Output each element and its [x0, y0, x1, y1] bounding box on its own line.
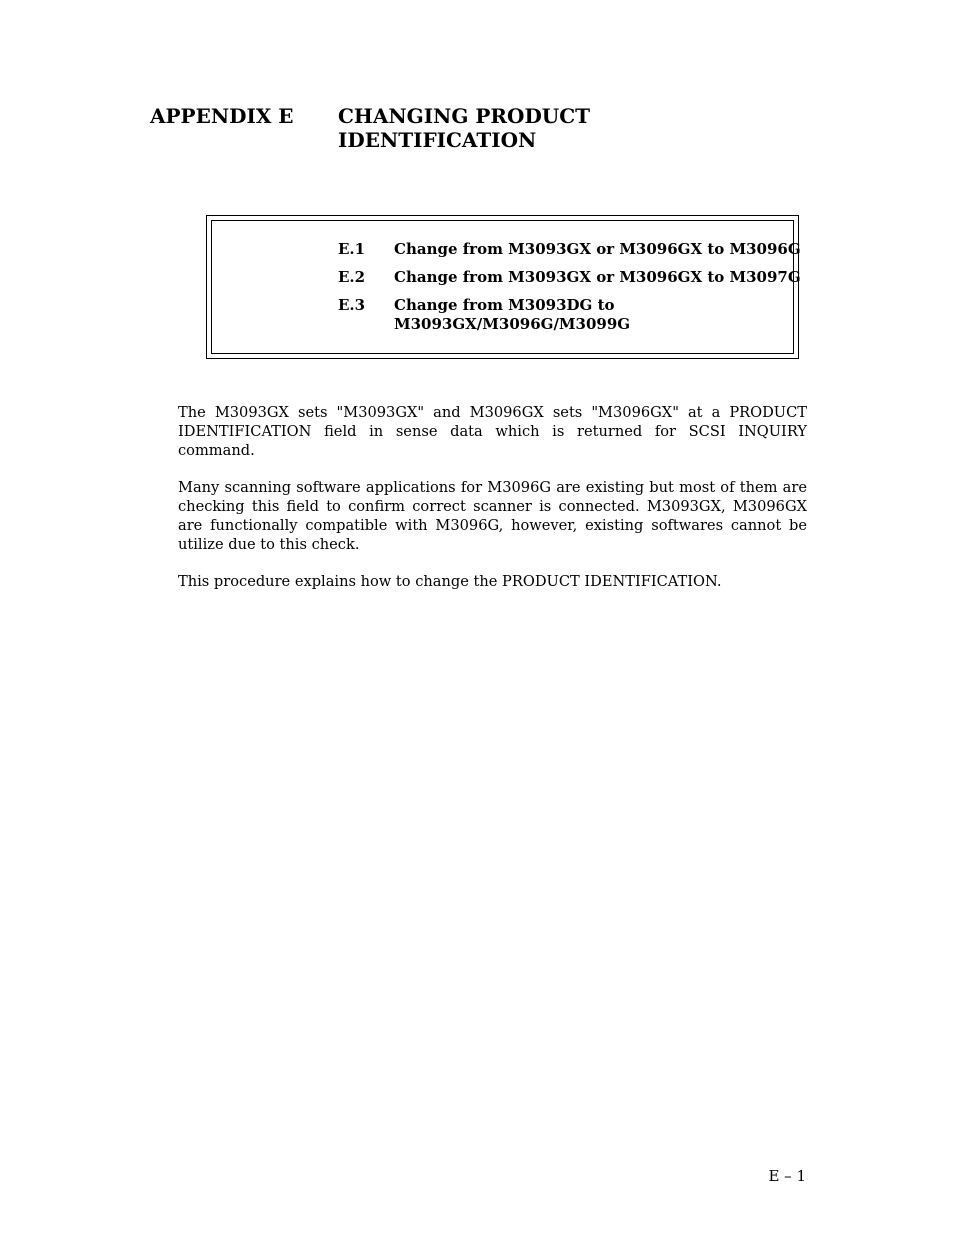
- body-paragraph: Many scanning software applications for M3096G are existing but most of them are checking this field to confirm correct scanner is connected. M3093GX, M3096GX are functionally compatible with M3096G, however, existing softwares cannot be utilize due to this check.: [178, 479, 807, 553]
- body-paragraph: This procedure explains how to change the PRODUCT IDENTIFICATION.: [178, 573, 722, 590]
- contents-item[interactable]: [338, 296, 788, 334]
- contents-item[interactable]: [338, 240, 801, 259]
- appendix-label: APPENDIX E: [150, 104, 294, 128]
- page-number: E – 1: [768, 1167, 806, 1185]
- contents-item-text: [394, 240, 801, 259]
- contents-item[interactable]: [338, 268, 801, 287]
- appendix-title-line: CHANGING PRODUCT: [338, 104, 591, 128]
- contents-item-number: E.1: [338, 240, 366, 258]
- contents-item-line: M3093GX/M3096G/M3099G: [394, 315, 631, 333]
- contents-item-text: [394, 296, 788, 334]
- contents-item-line: Change from M3093GX or M3096GX to M3096G: [394, 240, 801, 258]
- body-paragraph: The M3093GX sets "M3093GX" and M3096GX sets "M3096GX" at a PRODUCT IDENTIFICATION field in sense data which is returned for SCSI INQUIRY command.: [178, 404, 807, 459]
- appendix-title: [338, 104, 658, 152]
- appendix-title-line: IDENTIFICATION: [338, 128, 537, 152]
- contents-item-number: E.3: [338, 296, 366, 314]
- contents-item-line: Change from M3093DG to: [394, 296, 615, 314]
- contents-item-line: Change from M3093GX or M3096GX to M3097G: [394, 268, 801, 286]
- contents-list: [338, 240, 801, 343]
- contents-item-number: E.2: [338, 268, 366, 286]
- body-text: [178, 403, 807, 609]
- contents-item-text: [394, 268, 801, 287]
